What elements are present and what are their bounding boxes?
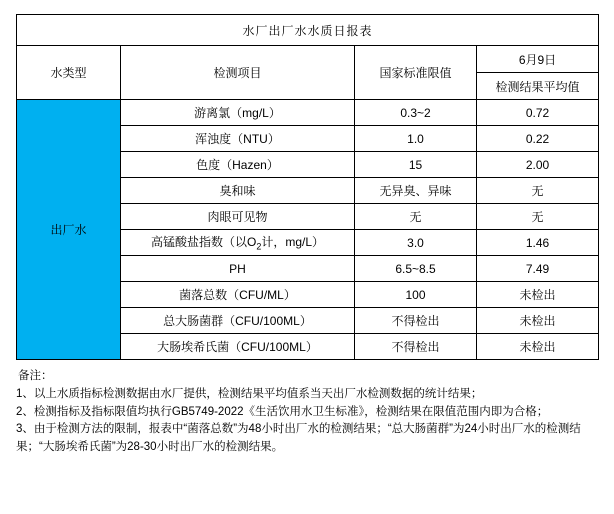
table-row	[17, 100, 599, 126]
note-item-1: 1、以上水质指标检测数据由水厂提供，检测结果平均值系当天出厂水检测数据的统计结果；	[16, 387, 483, 400]
test-item: 菌落总数（CFU/ML）	[121, 282, 355, 308]
standard-value: 6.5~8.5	[355, 256, 477, 282]
result-value: 2.00	[477, 152, 599, 178]
result-value: 无	[477, 204, 599, 230]
test-item: 肉眼可见物	[121, 204, 355, 230]
notes-section	[16, 368, 598, 457]
result-value: 0.72	[477, 100, 599, 126]
test-item: 游离氯（mg/L）	[121, 100, 355, 126]
standard-value: 无	[355, 204, 477, 230]
water-quality-table	[16, 14, 599, 360]
note-item-3: 3、由于检测方法的限制，报表中“菌落总数”为48小时出厂水的检测结果；“总大肠菌群”为24小时出厂水的检测结果；“大肠埃希氏菌”为28-30小时出厂水的检测结果。	[16, 423, 581, 454]
test-item: 浑浊度（NTU）	[121, 126, 355, 152]
table-title-row	[17, 15, 599, 46]
standard-value: 无异臭、异味	[355, 178, 477, 204]
test-item: 总大肠菌群（CFU/100ML）	[121, 308, 355, 334]
notes-title: 备注：	[18, 370, 53, 382]
standard-value: 不得检出	[355, 308, 477, 334]
result-value: 7.49	[477, 256, 599, 282]
standard-value: 3.0	[355, 230, 477, 256]
test-item: 色度（Hazen）	[121, 152, 355, 178]
test-item: 大肠埃希氏菌（CFU/100ML）	[121, 334, 355, 360]
test-item: PH	[121, 256, 355, 282]
header-average-result: 检测结果平均值	[477, 73, 599, 100]
page-title: 水厂出厂水水质日报表	[17, 15, 599, 46]
result-value: 未检出	[477, 282, 599, 308]
header-standard-limit: 国家标准限值	[355, 46, 477, 100]
result-value: 无	[477, 178, 599, 204]
standard-value: 1.0	[355, 126, 477, 152]
standard-value: 不得检出	[355, 334, 477, 360]
header-date: 6月9日	[477, 46, 599, 73]
result-value: 1.46	[477, 230, 599, 256]
table-header-row	[17, 46, 599, 73]
standard-value: 100	[355, 282, 477, 308]
result-value: 未检出	[477, 308, 599, 334]
header-water-type: 水类型	[17, 46, 121, 100]
result-value: 0.22	[477, 126, 599, 152]
subscript-2: 2	[256, 241, 262, 252]
test-item: 臭和味	[121, 178, 355, 204]
water-type-label: 出厂水	[17, 100, 121, 360]
test-item: 高锰酸盐指数（以$O_2$计，mg/L）	[121, 230, 355, 256]
note-item-2: 2、检测指标及指标限值均执行GB5749-2022《生活饮用水卫生标准》，检测结果在限值范围内即为合格；	[16, 405, 549, 418]
standard-value: 0.3~2	[355, 100, 477, 126]
standard-value: 15	[355, 152, 477, 178]
result-value: 未检出	[477, 334, 599, 360]
header-test-item: 检测项目	[121, 46, 355, 100]
